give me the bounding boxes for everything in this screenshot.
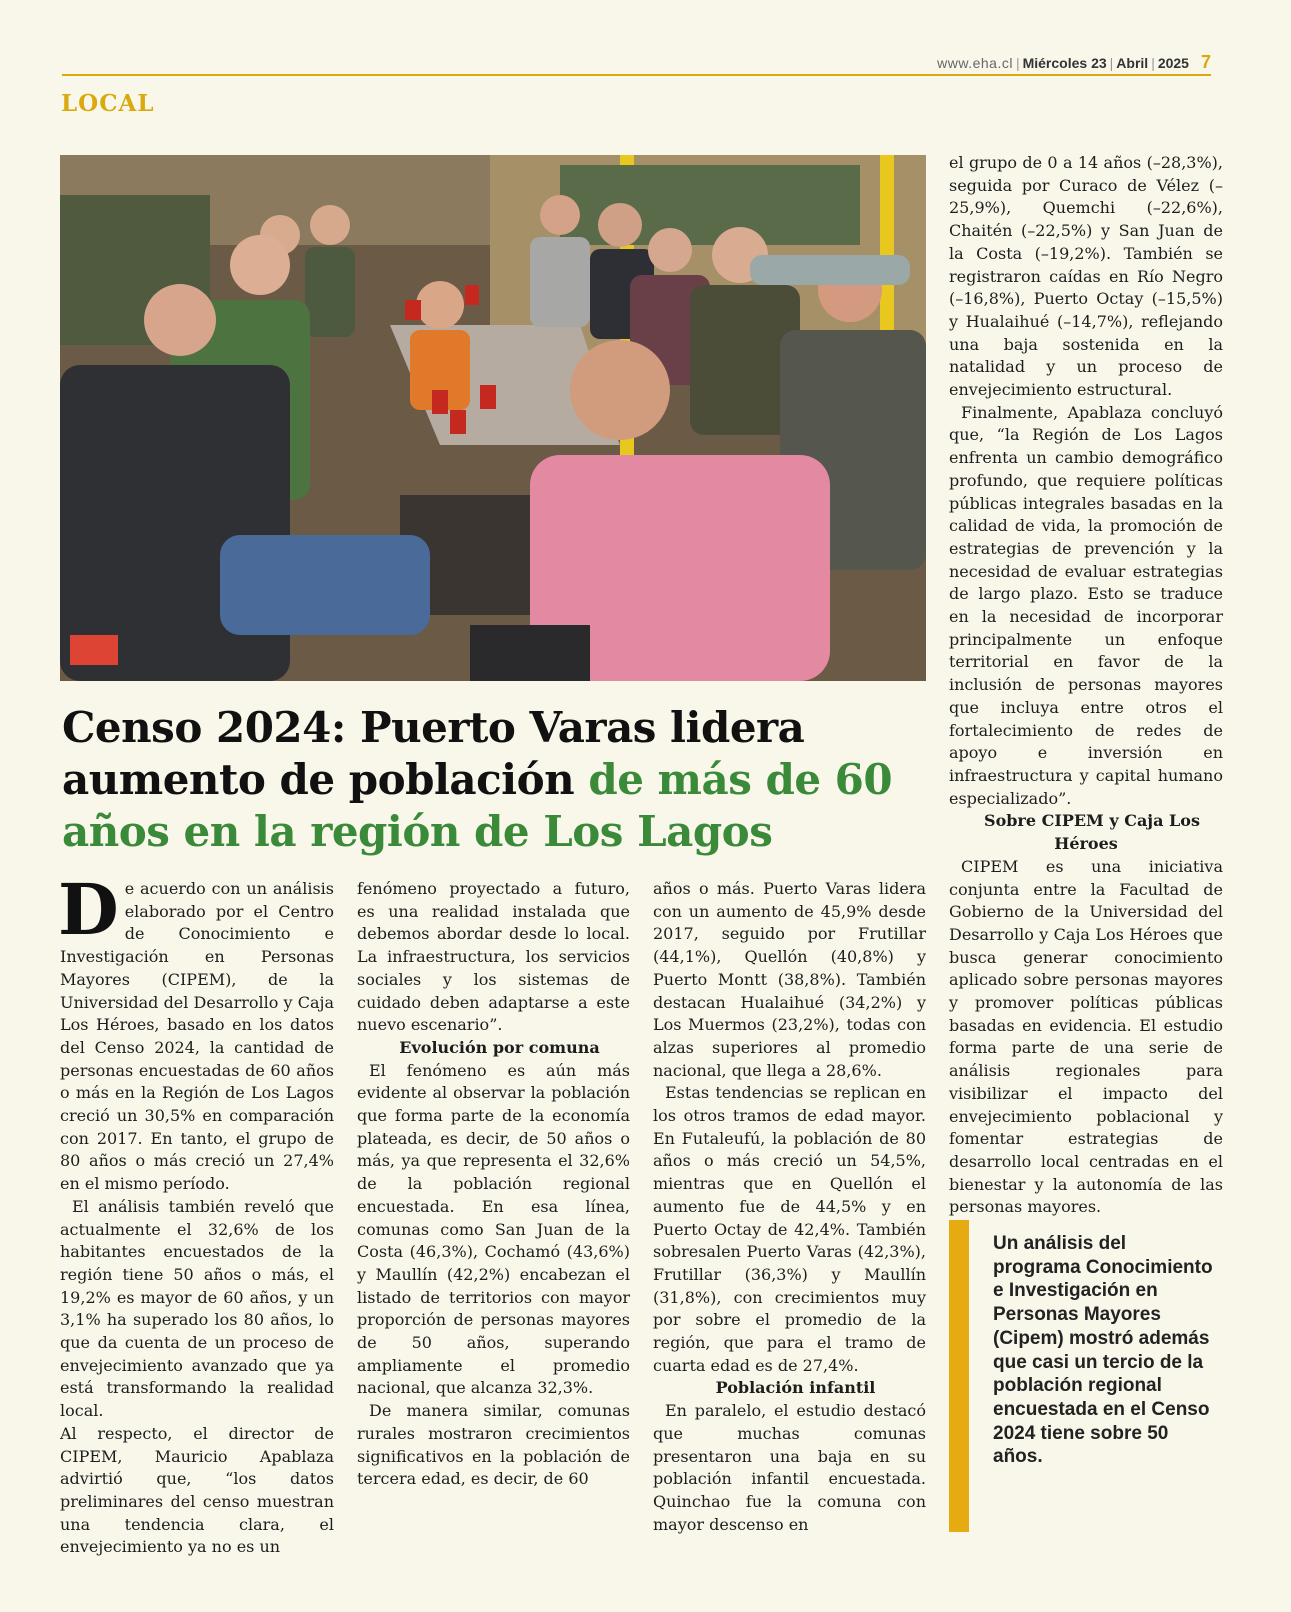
paragraph: En paralelo, el estudio destacó que muchas comunas presentaron una baja en su población infantil encuestada. Quinchao fue la comuna con mayor descenso en: [653, 1401, 926, 1534]
pull-quote-bar: [949, 1220, 969, 1532]
subheading: Sobre CIPEM y Caja Los Héroes: [984, 811, 1200, 854]
headline-black: Censo 2024: Puerto Varas lidera aumento de población: [62, 703, 805, 804]
date-month: Abril: [1116, 55, 1149, 71]
headline: [62, 702, 942, 858]
paragraph: De manera similar, comunas rurales mostraron crecimientos significativos en la población de tercera edad, es decir, de 60: [357, 1401, 630, 1489]
paragraph: fenómeno proyectado a futuro, es una realidad instalada que debemos abordar desde lo local. La infraestructura, los servicios sociales y los sistemas de cuidado deben adaptarse a este nuevo escenario”.: [357, 879, 630, 1035]
pull-quote-text: Un análisis del programa Conocimiento e Investigación en Personas Mayores (Cipem) mostró además que casi un tercio de la población regional encuestada en el Censo 2024 tiene sobre 50 años.: [993, 1233, 1213, 1468]
date-day: Miércoles 23: [1022, 55, 1107, 71]
paragraph: años o más. Puerto Varas lidera con un aumento de 45,9% desde 2017, seguido por Frutillar (44,1%), Quellón (40,8%) y Puerto Montt (38,8%). También destacan Hualaihué (34,2%) y Los Muermos (23,2%), todas con alzas superiores al promedio nacional, que llega a 28,6%.: [653, 879, 926, 1080]
column-1: [58, 868, 334, 1559]
column-3: [653, 878, 926, 1536]
paragraph: CIPEM es una iniciativa conjunta entre la Facultad de Gobierno de la Universidad del Desarrollo y Caja Los Héroes que busca generar conocimiento aplicado sobre personas mayores y promover políticas públicas basadas en evidencia. El estudio forma parte de una serie de análisis regionales para visibilizar el impacto del envejecimiento poblacional y fomentar estrategias de desarrollo local centradas en el bienestar y la autonomía de las personas mayores.: [949, 856, 1223, 1217]
section-label: LOCAL: [61, 90, 155, 117]
site-url[interactable]: www.eha.cl: [937, 55, 1013, 71]
page-number: 7: [1200, 52, 1211, 72]
pull-quote: [949, 1220, 1219, 1532]
masthead: www.eha.cl | Miércoles 23 | Abril | 2025 7: [937, 52, 1211, 72]
paragraph: Al respecto, el director de CIPEM, Mauricio Apablaza advirtió que, “los datos preliminares del censo muestran una tendencia clara, el envejecimiento ya no es un: [60, 1423, 334, 1557]
paragraph: Estas tendencias se replican en los otros tramos de edad mayor. En Futaleufú, la población de 80 años o más creció un 54,5%, mientras que en Quellón el aumento fue de 44,5% y en Puerto Octay de 42,4%. También sobresalen Puerto Varas (42,3%), Frutillar (36,3%) y Maullín (31,8%), con crecimientos muy por sobre el promedio de la región, que para el tramo de cuarta edad es de 27,4%.: [653, 1083, 926, 1375]
headline-green: de más de 60 años en la región de Los Lagos: [62, 755, 893, 856]
paragraph: El fenómeno es aún más evidente al observar la población que forma parte de la economía plateada, es decir, de 50 años o más, ya que representa el 32,6% de la población regional encuestada. En esa línea, comunas como San Juan de la Costa (46,3%), Cochamó (43,6%) y Maullín (42,2%) encabezan el listado de territorios con mayor proporción de personas mayores de 50 años, superando ampliamente el promedio nacional, que alcanza 32,3%.: [357, 1060, 630, 1398]
column-2: [357, 878, 630, 1491]
group-photo: [60, 155, 926, 681]
subheading: Evolución por comuna: [399, 1037, 600, 1057]
paragraph: De acuerdo con un análisis elaborado por el Centro de Conocimiento e Investigación en Personas Mayores (CIPEM), de la Universidad del Desarrollo y Caja Los Héroes, basado en los datos del Censo 2024, la cantidad de personas encuestadas de 60 años o más en la Región de Los Lagos creció un 30,5% en comparación con 2017. En tanto, el grupo de 80 años o más creció un 27,4% en el mismo período.: [58, 868, 334, 1194]
date-year: 2025: [1157, 55, 1189, 71]
paragraph: El análisis también reveló que actualmente el 32,6% de los habitantes encuestados de la región tiene 50 años o más, el 19,2% es mayor de 60 años, y un 3,1% ha superado los 80 años, lo que da cuenta de un proceso de envejecimiento avanzado que ya está transformando la realidad local.: [60, 1196, 334, 1421]
drop-cap: D: [58, 868, 119, 951]
subheading: Población infantil: [715, 1378, 876, 1398]
header-rule: [62, 74, 1211, 76]
paragraph: Finalmente, Apablaza concluyó que, “la Región de Los Lagos enfrenta un cambio demográfico profundo, que requiere políticas públicas integrales basadas en la calidad de vida, la promoción de estrategias de prevención y la necesidad de evaluar estrategias de largo plazo. Esto se traduce en la necesidad de incorporar principalmente un enfoque territorial en favor de la inclusión de personas mayores que incluya entre otros el fortalecimiento de redes de apoyo e inversión en infraestructura y capital humano especializado”.: [949, 402, 1223, 808]
paragraph: el grupo de 0 a 14 años (–28,3%), seguida por Curaco de Vélez (–25,9%), Quemchi (–22,6%), Chaitén (–22,5%) y San Juan de la Costa (–19,2%). También se registraron caídas en Río Negro (–16,8%), Puerto Octay (–15,5%) y Hualaihué (–14,7%), reflejando una baja sostenida en la natalidad y un proceso de envejecimiento estructural.: [949, 153, 1223, 400]
column-4: [949, 152, 1223, 1219]
